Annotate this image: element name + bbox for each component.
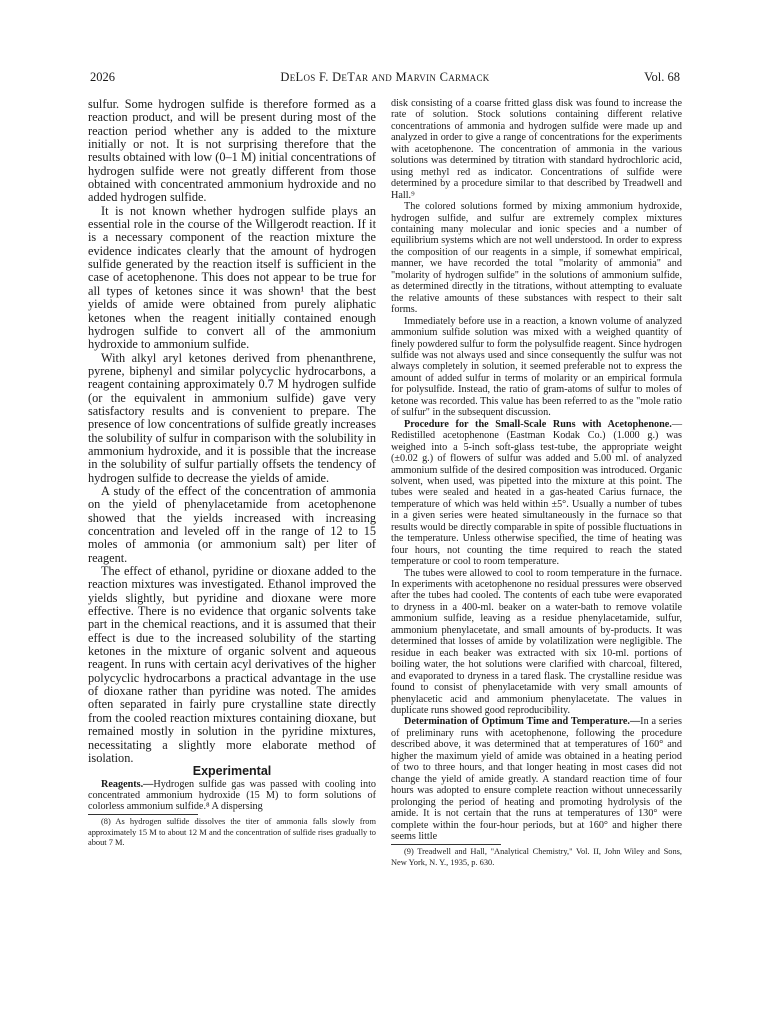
paragraph-text: In a series of preliminary runs with acetophenone, following the procedure described above, it was determined that at temperatures of 160° and higher the maximum yield of amide was obtained in a heating period of two to three hours, and that longer heating in most cases did not change the yield of amide greatly. A standard reaction time of four hours was adopted to ensure complete reaction without unnecessarily prolonging the period of heating and promoting hydrolysis of the amide. It is not certain that the runs at temperatures of 130° were complete within the four-hour periods, but at 160° and higher there seems little	[391, 716, 682, 842]
run-in-heading: Procedure for the Small-Scale Runs with Acetophenone.	[404, 418, 672, 430]
paragraph: With alkyl aryl ketones derived from phenanthrene, pyrene, biphenyl and similar polycyclic hydrocarbons, a reagent containing approximately 0.7 M hydrogen sulfide (or the equivalent in ammonium sulfide) gave very satisfactory results and is convenient to prepare. The presence of low concentrations of sulfide greatly increases the solubility of sulfur in comparison with the solubility in ammonium hydroxide, and it is possible that the increase in the solubility of sulfur partially offsets the tendency of hydrogen sulfide to decrease the yields of amide.	[88, 350, 376, 485]
paragraph: sulfur. Some hydrogen sulfide is therefore formed as a reaction product, and will be present during most of the reaction period whether any is added to the mixture initially or not. It is not surprising therefore that the results obtained with low (0–1 M) initial concentrations of hydrogen sulfide were not greatly different from those obtained with concentrated ammonium hydroxide and no added hydrogen sulfide.	[88, 97, 376, 205]
paragraph: It is not known whether hydrogen sulfide plays an essential role in the course of the Willgerodt reaction. If it is a necessary component of the reaction mixture the evidence indicates clearly that the amount of hydrogen sulfide generated by the reaction itself is sufficient in the case of acetophenone. This does not appear to be true for all types of ketones since it was shown¹ that the best yields of amide were obtained from purely aliphatic ketones when the reagent initially contained enough hydrogen sulfide to convert all of the ammonium hydroxide to ammonium sulfide.	[88, 203, 376, 352]
paragraph-text: —Redistilled acetophenone (Eastman Kodak Co.) (1.000 g.) was weighed into a 5-inch soft-glass test-tube, the appropriate weight (±0.02 g.) of flowers of sulfur was added and 5.00 ml. of analyzed ammonium sulfide of the desired composition was introduced. Organic solvent, when used, was pipetted into the mixture at this point. The tubes were sealed and heated in a gas-heated Carius furnace, the temperature of which was held within ±5°. Usually a number of tubes in a given series were heated simultaneously in the furnace so that results would be directly comparable in spite of possible fluctuations in the temperature. Unless otherwise specified, the time of heating was four hours, not counting the time required to reach the stated temperature or cool to room temperature.	[391, 418, 682, 568]
paragraph: The effect of ethanol, pyridine or dioxane added to the reaction mixtures was investigated. Ethanol improved the yields slightly, but pyridine and dioxane were more effective. There is no evidence that organic solvents take part in the chemical reactions, and it is assumed that their effect is due to the increased solubility of the starting ketones in the mixture of organic solvent and aqueous reagent. In runs with certain acyl derivatives of the higher polycyclic hydrocarbons a practical advantage in the use of dioxane rather than pyridine was noted. The amides often separated in fairly pure crystalline state directly from the cooled reaction mixtures containing dioxane, but remained mostly in solution in the pyridine mixtures, necessitating a slightly more elaborate method of isolation.	[88, 564, 376, 765]
volume-number: Vol. 68	[644, 70, 680, 84]
left-column	[88, 98, 376, 848]
paragraph: Immediately before use in a reaction, a known volume of analyzed ammonium sulfide solution was mixed with a weighed quantity of finely powdered sulfur to form the polysulfide reagent. Since hydrogen sulfide was not always used and since consequently the sulfur was not always completely in solution, it seemed preferable not to express the amount of added sulfur in terms of molarity or an empirical formula for polysulfide. Instead, the ratio of gram-atoms of sulfur to moles of ketone was recorded. This value has been referred to as the "mole ratio of sulfur" in the subsequent discussion.	[391, 315, 682, 419]
run-in-heading: Reagents.—	[101, 778, 154, 790]
paragraph	[88, 779, 376, 813]
page-number: 2026	[90, 70, 115, 84]
footnote: (9) Treadwell and Hall, "Analytical Chemistry," Vol. II, John Wiley and Sons, New York, N. Y., 1935, p. 630.	[391, 847, 682, 867]
run-in-heading: Determination of Optimum Time and Temperature.—	[404, 716, 641, 728]
paragraph-text: Hydrogen sulfide gas was passed with cooling into concentrated ammonium hydroxide (15 M) to form solutions of colorless ammonium sulfide.⁸ A dispersing	[88, 778, 376, 813]
footnote-divider	[391, 844, 501, 845]
paragraph: A study of the effect of the concentration of ammonia on the yield of phenylacetamide from acetophenone showed that the yields increased with increasing concentration and leveled off in the range of 12 to 15 moles of ammonia (or ammonium salt) per liter of reagent.	[88, 483, 376, 565]
running-authors: DeLos F. DeTar and Marvin Carmack	[280, 70, 490, 84]
paragraph	[391, 419, 682, 568]
running-header	[90, 70, 680, 88]
paragraph: The tubes were allowed to cool to room temperature in the furnace. In experiments with acetophenone no residual pressures were observed after the tubes had cooled. The contents of each tube were evaporated to dryness in a 400-ml. beaker on a water-bath to remove volatile ammonium sulfide, leaving as a residue phenylacetamide, sulfur, ammonium phenylacetate, and small amounts of by-products. It was determined that losses of amide by volatilization were negligible. The residue in each beaker was extracted with six 10-ml. portions of boiling water, the hot solutions were clarified with charcoal, filtered, and evaporated to dryness in a tared flask. The crystalline residue was found to consist of phenylacetamide with very small amounts of phenylacetic acid and ammonium phenylacetate. The values in duplicate runs showed good reproducibility.	[391, 567, 682, 717]
right-column	[391, 98, 682, 868]
footnote-divider	[88, 814, 198, 815]
section-heading: Experimental	[192, 764, 272, 779]
footnote: (8) As hydrogen sulfide dissolves the titer of ammonia falls slowly from approximately 15 M to about 12 M and the concentration of sulfide rises gradually to about 7 M.	[88, 817, 376, 848]
paragraph: disk consisting of a coarse fritted glass disk was found to increase the rate of solution. Stock solutions containing different relative concentrations of ammonia and hydrogen sulfide were made up and analyzed in order to give a range of concentrations for the experiments with acetophenone. The concentration of ammonia in the various solutions was determined by titration with standard hydrochloric acid, using methyl red as indicator. Concentrations of sulfide were determined by a procedure similar to that described by Treadwell and Hall.⁹	[391, 98, 682, 201]
paragraph	[391, 716, 682, 842]
paragraph: The colored solutions formed by mixing ammonium hydroxide, hydrogen sulfide, and sulfur are extremely complex mixtures containing many molecular and ionic species and a number of equilibrium systems which are not well understood. In order to express the composition of our reagents in a simple, if somewhat empirical, manner, we have recorded the total "molarity of ammonia" and "molarity of hydrogen sulfide" in the solutions of ammonium sulfide, as determined directly in the titrations, without attempting to evaluate the relative amounts of these substances with respect to their salt forms.	[391, 201, 682, 316]
